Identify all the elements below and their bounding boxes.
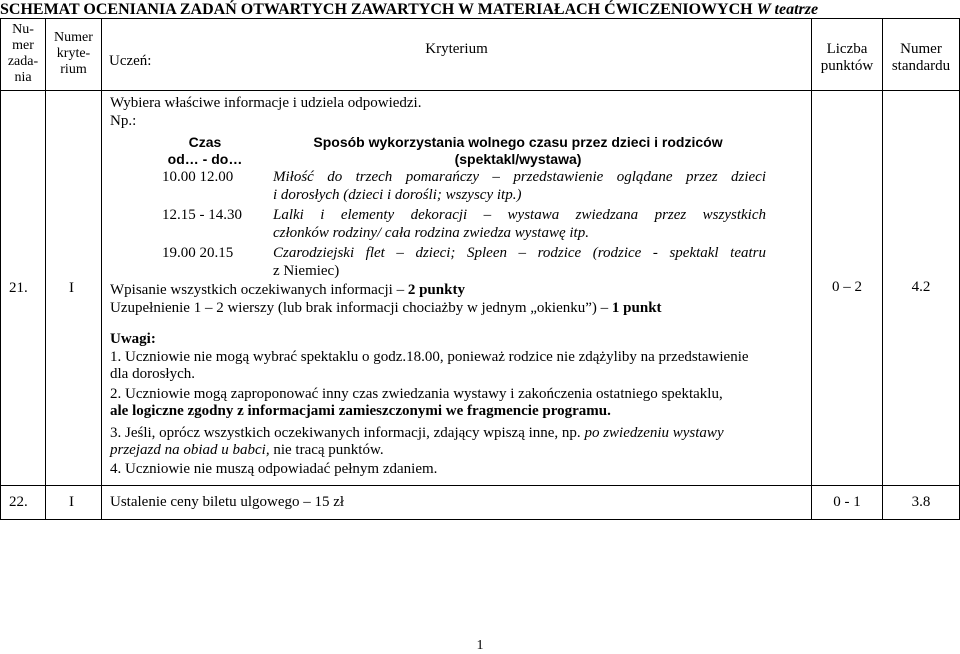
notes-title: Uwagi:	[110, 331, 156, 347]
header-task-number: Nu- mer zada- nia	[7, 22, 39, 85]
row22-criterion-number: I	[69, 494, 74, 510]
inner-row1-time: 10.00 12.00	[162, 169, 234, 185]
inner-head-way: Sposób wykorzystania wolnego czasu przez dzieci i rodziców (spektakl/wystawa)	[313, 134, 723, 167]
scoring-full: Wpisanie wszystkich oczekiwanych informacji – 2 punkty	[110, 282, 465, 298]
rule-col1	[45, 18, 46, 520]
page-number: 1	[476, 638, 484, 653]
scoring-partial: Uzupełnienie 1 – 2 wierszy (lub brak informacji chociażby w jednym „okienku”) – 1 punkt	[110, 300, 662, 316]
inner-row1-line2: i dorosłych (dzieci i dorośli; wszyscy itp.)	[273, 187, 522, 203]
row21-task-number: 21.	[9, 280, 28, 296]
row21-intro: Wybiera właściwe informacje i udziela odpowiedzi.	[110, 95, 422, 111]
rule-left	[0, 18, 1, 520]
rule-row22-bottom	[0, 519, 960, 520]
note-3: 3. Jeśli, oprócz wszystkich oczekiwanych informacji, zdający wpiszą inne, np. po zwiedzeniu wystawy przejazd na obiad u babci, nie tracą punktów.	[110, 425, 724, 458]
row21-criterion-number: I	[69, 280, 74, 296]
inner-row2-line2: członków rodziny/ cała rodzina zwiedza wystawę itp.	[273, 225, 589, 241]
header-student-label: Uczeń:	[109, 53, 152, 69]
row21-np: Np.:	[110, 113, 137, 129]
header-standard: Numer standardu	[891, 41, 951, 74]
row22-points: 0 - 1	[833, 494, 861, 510]
inner-row1-line1: Miłość do trzech pomarańczy – przedstawienie oglądane przez dzieci	[273, 169, 766, 185]
header-criterion: Kryterium	[425, 41, 488, 57]
inner-row2-time: 12.15 - 14.30	[162, 207, 242, 223]
note-2: 2. Uczniowie mogą zaproponować inny czas zwiedzania wystawy i zakończenia ostatniego spektaklu, ale logiczne zgodny z informacjami zamieszczonymi we fragmencie programu.	[110, 386, 723, 419]
note-4: 4. Uczniowie nie muszą odpowiadać pełnym zdaniem.	[110, 461, 438, 477]
note-1: 1. Uczniowie nie mogą wybrać spektaklu o godz.18.00, ponieważ rodzice nie zdążyliby na przedstawienie dla dorosłych.	[110, 349, 749, 382]
rule-header-bottom	[0, 90, 960, 91]
page-title: SCHEMAT OCENIANIA ZADAŃ OTWARTYCH ZAWARTYCH W MATERIAŁACH ĆWICZENIOWYCH W teatrze	[0, 1, 819, 18]
rule-col4	[882, 18, 883, 520]
header-points: Liczba punktów	[820, 41, 874, 74]
header-criterion-number: Numer kryte- rium	[54, 30, 93, 77]
rule-row21-bottom	[0, 485, 960, 486]
inner-row2-line1: Lalki i elementy dekoracji – wystawa zwiedzana przez wszystkich	[273, 207, 766, 223]
row22-task-number: 22.	[9, 494, 28, 510]
inner-head-time: Czas od… - do…	[167, 134, 243, 167]
rule-col2	[101, 18, 102, 520]
rule-top	[0, 18, 960, 19]
inner-row3-line2: z Niemiec)	[273, 263, 340, 279]
rule-col3	[811, 18, 812, 520]
inner-row3-time: 19.00 20.15	[162, 245, 234, 261]
inner-row3-line1: Czarodziejski flet – dzieci; Spleen – rodzice (rodzice - spektakl teatru	[273, 245, 766, 261]
row21-points: 0 – 2	[832, 279, 862, 295]
row22-text: Ustalenie ceny biletu ulgowego – 15 zł	[110, 494, 345, 510]
row21-standard: 4.2	[911, 279, 931, 295]
row22-standard: 3.8	[911, 494, 931, 510]
